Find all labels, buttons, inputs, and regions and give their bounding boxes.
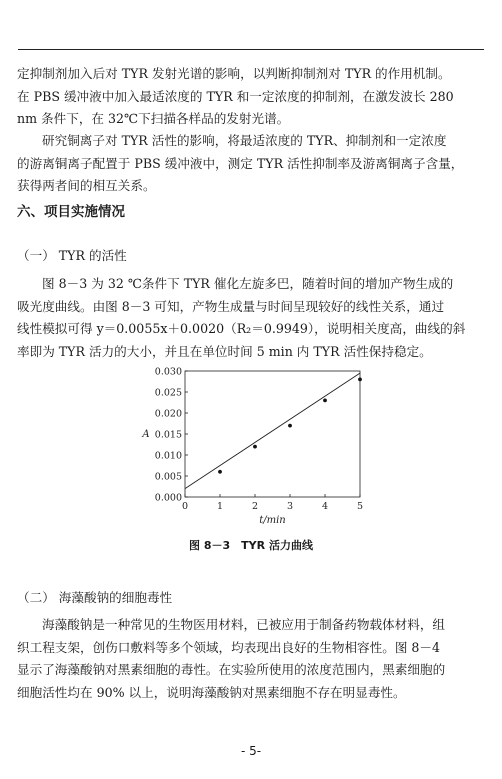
section-heading: 六、项目实施情况 — [17, 204, 125, 220]
paragraph-copper-ions — [17, 130, 487, 198]
x-tick-label: 0 — [181, 501, 189, 512]
y-tick-label: 0.010 — [154, 450, 182, 462]
y-tick-label: 0.005 — [154, 471, 182, 483]
text-line: 的游离铜离子配置于 PBS 缓冲液中，测定 TYR 活性抑制率及游离铜离子含量， — [17, 155, 464, 171]
text-line: 定抑制剂加入后对 TYR 发射光谱的影响，以判断抑制剂对 TYR 的作用机制。 — [17, 66, 451, 81]
paragraph-inhibitor-mechanism — [17, 63, 487, 131]
x-tick-label: 5 — [356, 501, 364, 512]
subsection-heading-tyr-activity: （一） TYR 的活性 — [17, 248, 127, 263]
x-tick-label: 1 — [216, 501, 224, 512]
text-line: 显示了海藻酸钠对黑素细胞的毒性。在实验所使用的浓度范围内，黑素细胞的 — [17, 662, 446, 677]
data-point — [323, 399, 327, 403]
figure-caption: 图 8－3 TYR 活力曲线 — [189, 539, 313, 552]
text-line: 海藻酸钠是一种常见的生物医用材料，已被应用于制备药物载体材料，组 — [42, 617, 445, 632]
text-line: 图 8－3 为 32 ℃条件下 TYR 催化左旋多巴，随着时间的增加产物生成的 — [42, 276, 454, 291]
data-point — [358, 378, 362, 382]
text-line: 研究铜离子对 TYR 活性的影响，将最适浓度的 TYR、抑制剂和一定浓度 — [42, 133, 447, 148]
data-point — [218, 470, 222, 474]
y-tick-label: 0.000 — [154, 492, 182, 504]
data-point — [253, 445, 257, 449]
text-line: 在 PBS 缓冲液中加入最适浓度的 TYR 和一定浓度的抑制剂，在激发波长 280 — [17, 88, 454, 104]
x-axis-label: t/min — [259, 515, 286, 526]
text-line: 细胞活性均在 90% 以上，说明海藻酸钠对黑素细胞不存在明显毒性。 — [17, 684, 406, 700]
subsection-heading-cytotoxicity: （二） 海藻酸钠的细胞毒性 — [17, 590, 173, 605]
y-tick-label: 0.020 — [154, 408, 182, 420]
text-line: 率即为 TYR 活力的大小，并且在单位时间 5 min 内 TYR 活性保持稳定。 — [17, 343, 432, 359]
y-axis-label: A — [142, 429, 150, 440]
header-rule — [18, 49, 484, 50]
text-line: 获得两者间的相互关系。 — [17, 178, 156, 193]
text-line: 线性模拟可得 y＝0.0055x＋0.0020（R₂＝0.9949），说明相关度高，曲线的斜 — [17, 321, 466, 336]
text-line: 吸光度曲线。由图 8－3 可知，产物生成量与时间呈现较好的线性关系，通过 — [17, 298, 445, 314]
x-tick-label: 2 — [251, 501, 259, 512]
text-line: 织工程支架，创伤口敷料等多个领域，均表现出良好的生物相容性。图 8－4 — [17, 639, 441, 655]
x-tick-label: 4 — [321, 501, 329, 512]
y-tick-label: 0.025 — [154, 387, 182, 399]
data-point — [288, 424, 292, 428]
fit-line — [185, 373, 360, 489]
page-number: - 5- — [240, 744, 262, 758]
x-tick-label: 3 — [286, 501, 294, 512]
text-line: nm 条件下，在 32℃下扫描各样品的发射光谱。 — [17, 111, 290, 126]
paragraph-tyr-activity — [17, 273, 487, 363]
paragraph-sodium-alginate — [17, 614, 487, 704]
tyr-activity-chart — [140, 360, 375, 532]
y-tick-label: 0.030 — [154, 366, 182, 378]
y-tick-label: 0.015 — [154, 429, 182, 441]
